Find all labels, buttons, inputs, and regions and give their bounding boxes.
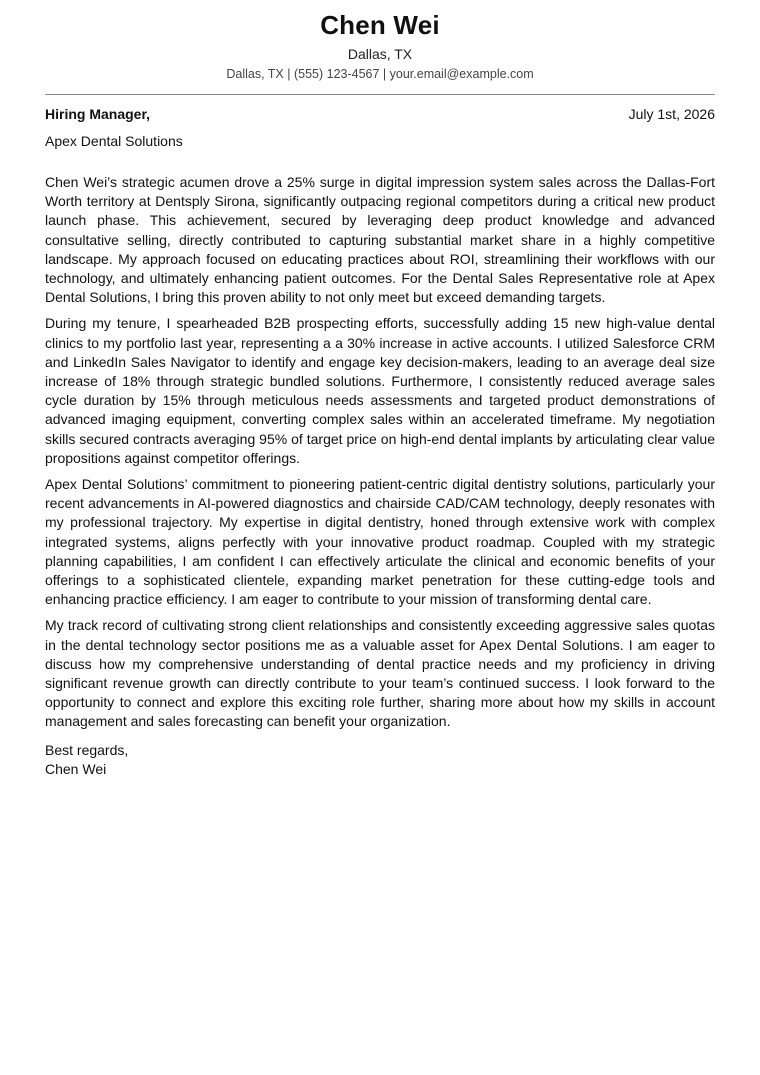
body-paragraph: Chen Wei’s strategic acumen drove a 25% surge in digital impression system sales across the Dallas-Fort Worth territory at Dentsply Sirona, significantly outpacing regional competitors during a critical new product launch phase. This achievement, secured by leveraging deep product knowledge and advanced consultative selling, directly contributed to capturing substantial market share in a highly competitive landscape. My approach focused on educating practices about ROI, streamlining their workflows with our technology, and ultimately enhancing patient outcomes. For the Dental Sales Representative role at Apex Dental Solutions, I bring this proven ability to not only meet but exceed demanding targets. (45, 174, 715, 306)
recipient-date-row (45, 105, 715, 124)
closing-phrase: Best regards, (45, 741, 129, 758)
applicant-location: Dallas, TX (347, 46, 413, 62)
recipient-company: Apex Dental Solutions (45, 133, 183, 149)
applicant-name: Chen Wei (320, 10, 440, 40)
signature-name: Chen Wei (45, 761, 107, 778)
letter-closing (45, 741, 715, 780)
body-paragraph: My track record of cultivating strong client relationships and consistently exceeding aggressive sales quotas in the dental technology sector positions me as a valuable asset for Apex Dental Solutions. I am eager to discuss how my comprehensive understanding of dental practice needs and my proficiency in driving significant revenue growth can directly contribute to your team’s continued success. I look forward to the opportunity to connect and explore this exciting role further, sharing more about how my skills in account management and sales forecasting can benefit your organization. (45, 617, 715, 730)
letter-body (45, 173, 715, 732)
letter-date: July 1st, 2026 (628, 106, 715, 122)
body-paragraph: During my tenure, I spearheaded B2B prospecting efforts, successfully adding 15 new high-value dental clinics to my portfolio last year, representing a a 30% increase in active accounts. I utilized Salesforce CRM and LinkedIn Sales Navigator to identify and engage key decision-makers, leading to an average deal size increase of 18% through strategic bundled solutions. Furthermore, I consistently reduced average sales cycle duration by 15% through meticulous needs assessments and targeted product demonstrations of advanced imaging equipment, converting complex sales within an accelerated timeframe. My negotiation skills secured contracts averaging 95% of target price on high-end dental implants by articulating clear value propositions against competitor offerings. (45, 315, 715, 466)
letter-header (45, 8, 715, 83)
recipient-salutation: Hiring Manager, (45, 106, 151, 122)
body-paragraph: Apex Dental Solutions’ commitment to pioneering patient-centric digital dentistry solutions, particularly your recent advancements in AI-powered diagnostics and chairside CAD/CAM technology, deeply resonates with my professional trajectory. My expertise in digital dentistry, honed through extensive work with complex integrated systems, aligns perfectly with your innovative product roadmap. Coupled with my strategic planning capabilities, I am confident I can effectively articulate the clinical and economic benefits of your offerings to a sophisticated clientele, expanding market penetration for these cutting-edge tools and enhancing practice efficiency. I am eager to contribute to your mission of transforming dental care. (45, 476, 715, 608)
header-divider (45, 94, 715, 95)
applicant-contact-line: Dallas, TX | (555) 123-4567 | your.email@example.com (226, 67, 534, 81)
